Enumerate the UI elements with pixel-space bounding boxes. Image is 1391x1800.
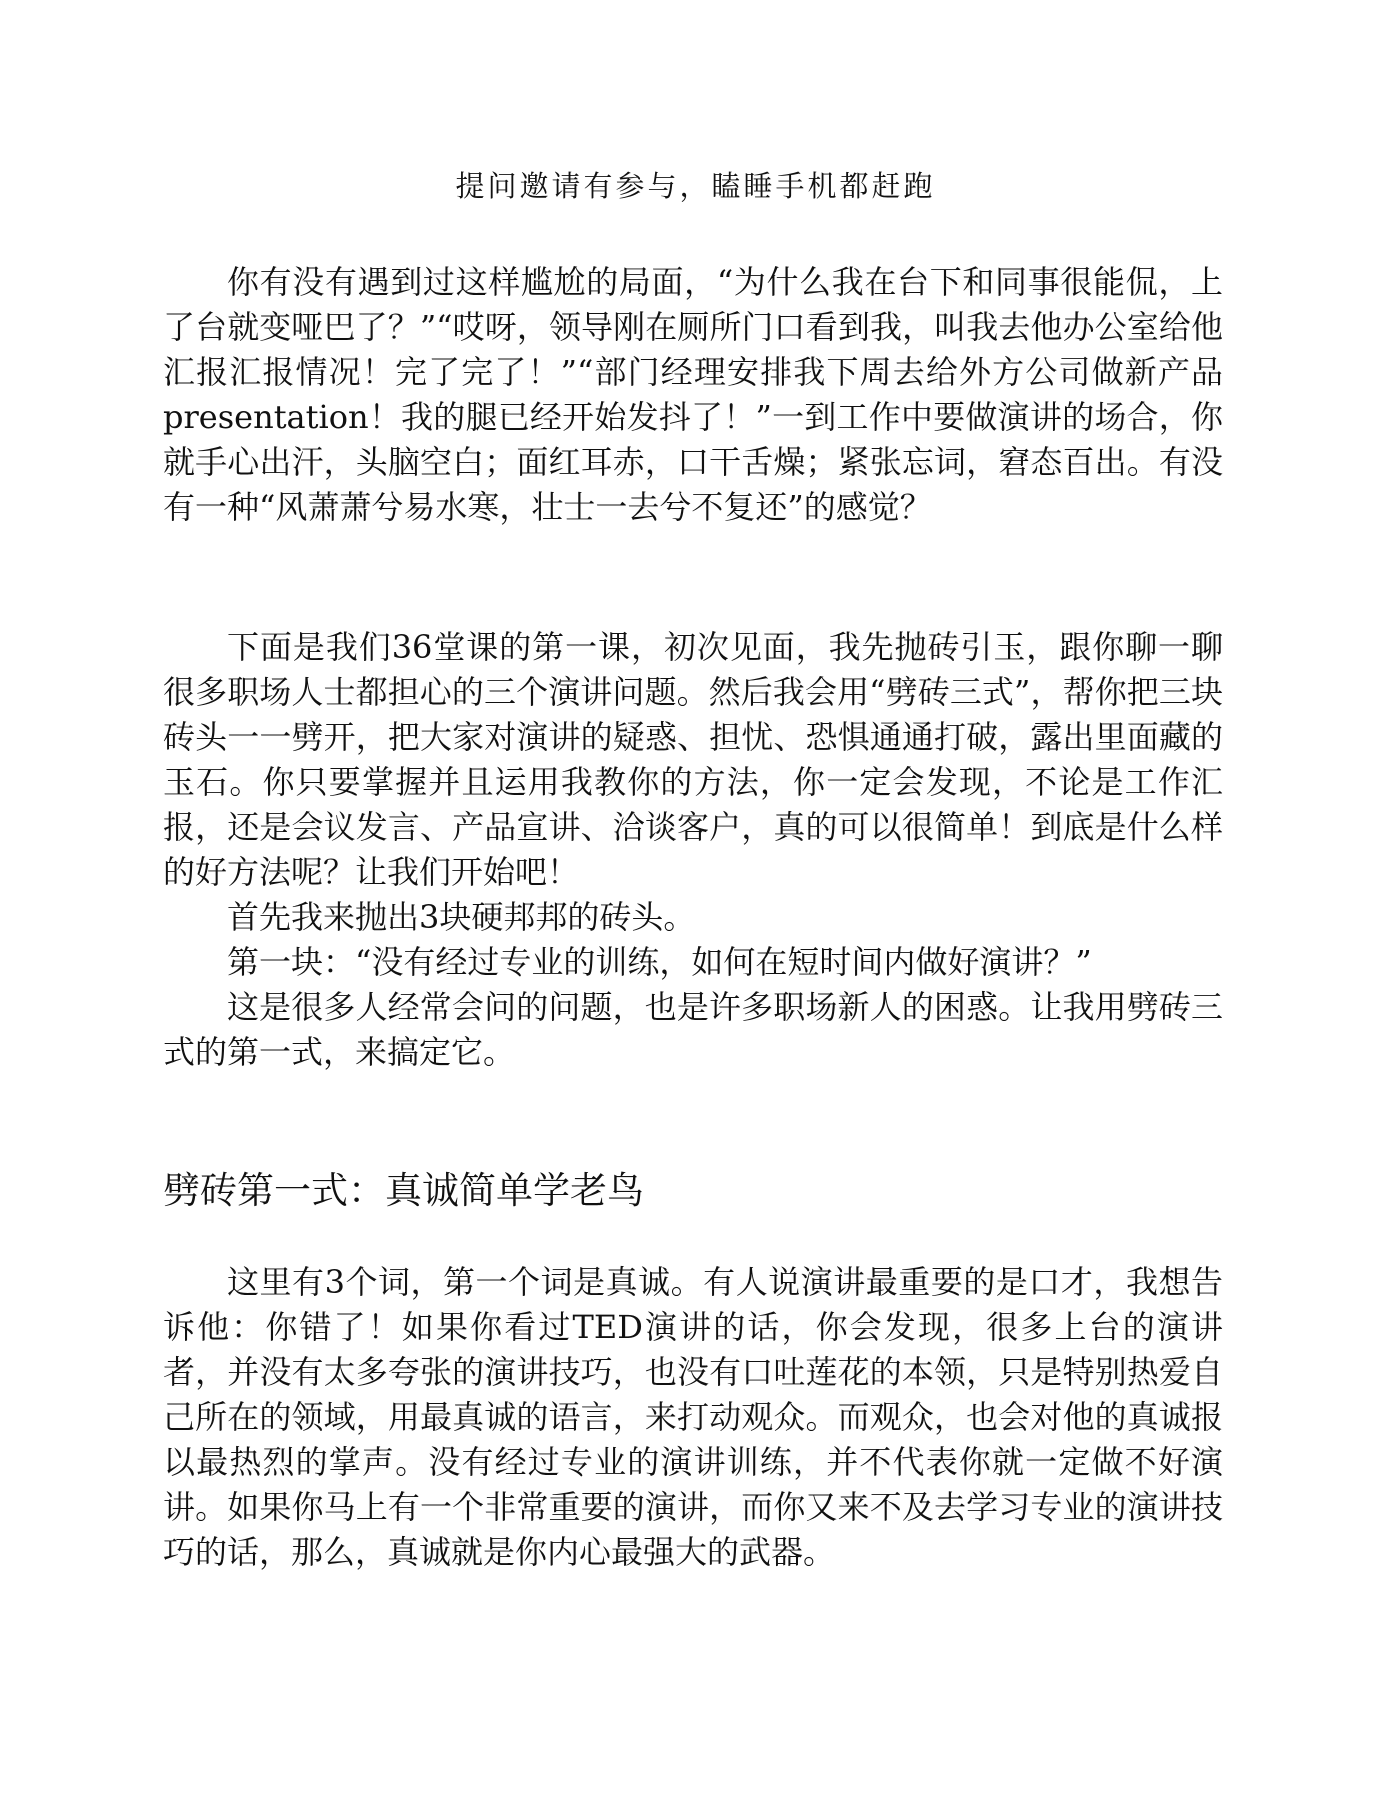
chapter-title: 提问邀请有参与，瞌睡手机都赶跑 [455,169,936,203]
section-heading: 劈砖第一式：真诚简单学老鸟 [163,1169,644,1212]
section-body-block [163,1260,1223,1575]
intro-block [163,260,1223,530]
paragraph-first-brick-explain: 这是很多人经常会问的问题，也是许多职场新人的困惑。让我用劈砖三式的第一式，来搞定它。 [163,988,1223,1071]
lesson-intro-block [163,625,1223,1075]
paragraph-sincerity: 这里有3个词，第一个词是真诚。有人说演讲最重要的是口才，我想告诉他：你错了！如果你看过TED演讲的话，你会发现，很多上台的演讲者，并没有太多夸张的演讲技巧，也没有口吐莲花的本领，只是特别热爱自己所在的领域，用最真诚的语言，来打动观众。而观众，也会对他的真诚报以最热烈的掌声。没有经过专业的演讲训练，并不代表你就一定做不好演讲。如果你马上有一个非常重要的演讲，而你又来不及去学习专业的演讲技巧的话，那么，真诚就是你内心最强大的武器。 [163,1263,1223,1571]
paragraph-intro: 你有没有遇到过这样尴尬的局面，“为什么我在台下和同事很能侃，上了台就变哑巴了？”“哎呀，领导刚在厕所门口看到我，叫我去他办公室给他汇报汇报情况！完了完了！”“部门经理安排我下周去给外方公司做新产品presentation！我的腿已经开始发抖了！”一到工作中要做演讲的场合，你就手心出汗，头脑空白；面红耳赤，口干舌燥；紧张忘词，窘态百出。有没有一种“风萧萧兮易水寒，壮士一去兮不复还”的感觉？ [163,263,1223,526]
paragraph-lesson-intro: 下面是我们36堂课的第一课，初次见面，我先抛砖引玉，跟你聊一聊很多职场人士都担心的三个演讲问题。然后我会用“劈砖三式”，帮你把三块砖头一一劈开，把大家对演讲的疑惑、担忧、恐惧通通打破，露出里面藏的玉石。你只要掌握并且运用我教你的方法，你一定会发现，不论是工作汇报，还是会议发言、产品宣讲、洽谈客户，真的可以很简单！到底是什么样的好方法呢？让我们开始吧！ [163,628,1223,891]
paragraph-first-brick: 第一块：“没有经过专业的训练，如何在短时间内做好演讲？” [227,943,1092,981]
paragraph-three-bricks: 首先我来抛出3块硬邦邦的砖头。 [227,898,696,936]
